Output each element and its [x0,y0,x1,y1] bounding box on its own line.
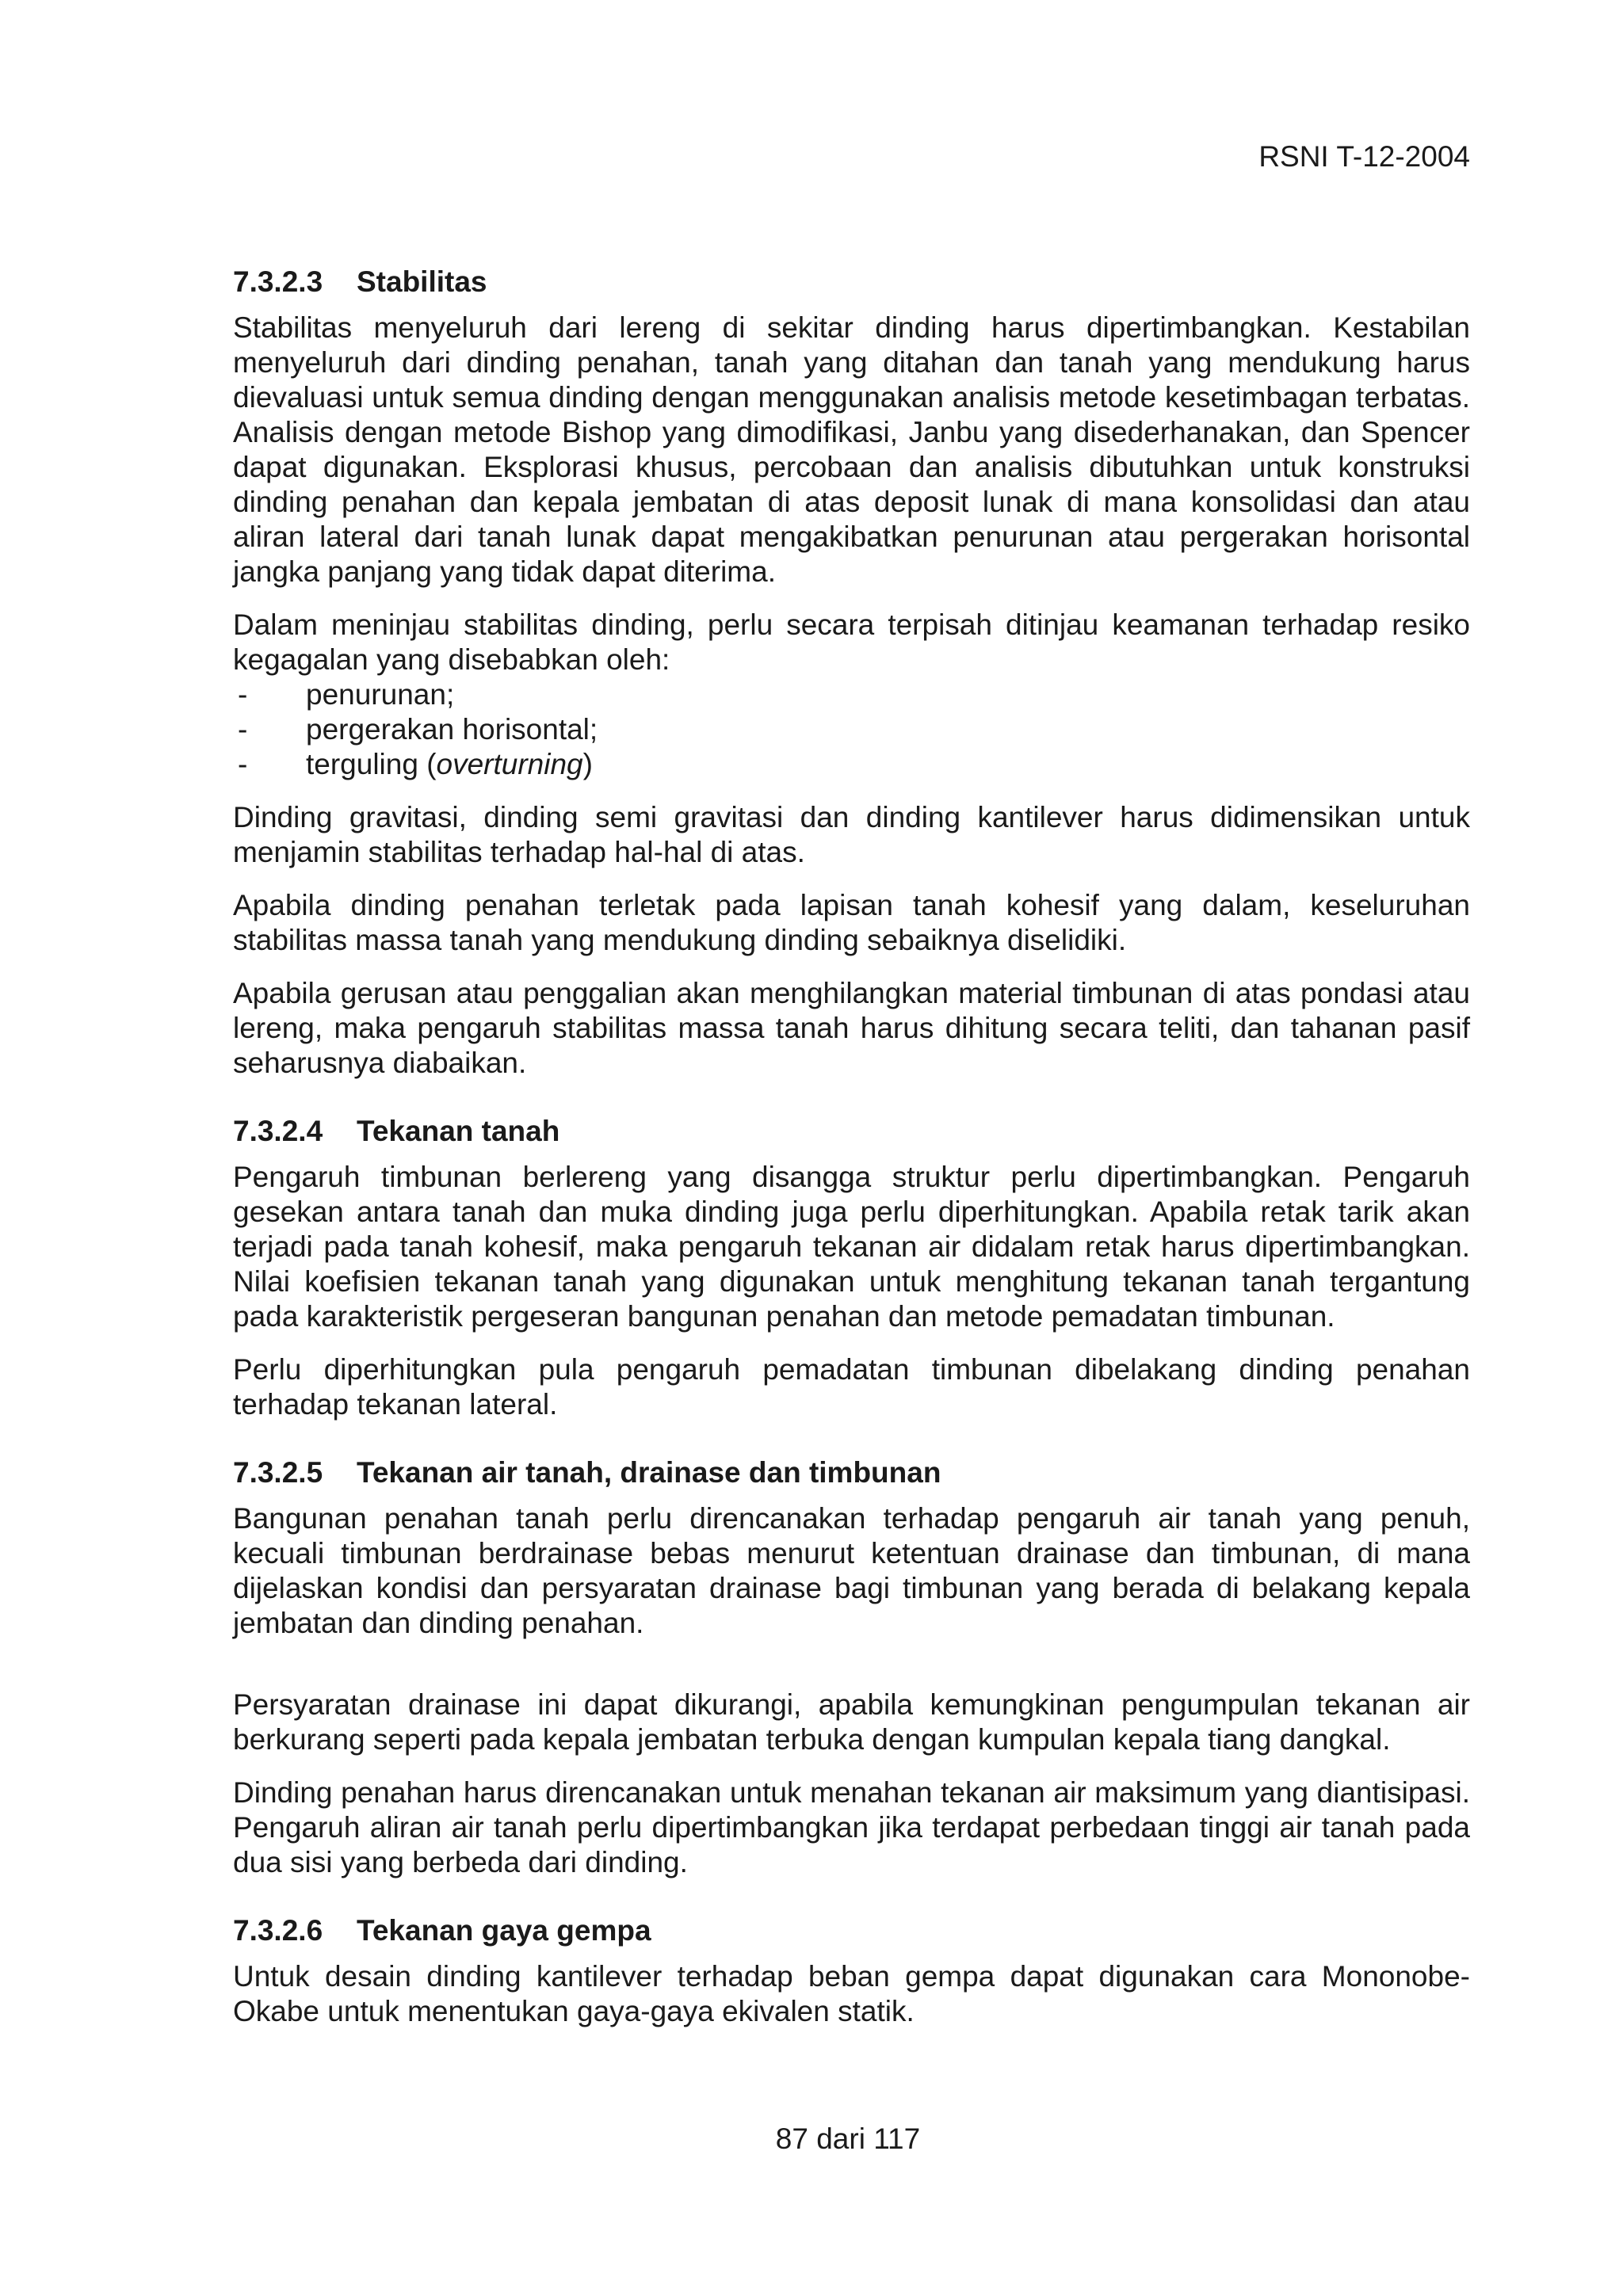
section-heading [233,1455,1470,1490]
section-title: Tekanan gaya gempa [357,1914,651,1947]
section-tekanan-air-tanah [233,1455,1470,1880]
section-number: 7.3.2.5 [233,1456,323,1489]
paragraph: Stabilitas menyeluruh dari lereng di sekitar dinding harus dipertimbangkan. Kestabilan menyeluruh dari dinding penahan, tanah yang ditahan dan tanah yang mendukung harus dievaluasi untuk semua dinding dengan menggunakan analisis metode kesetimbagan terbatas. Analisis dengan metode Bishop yang dimodifikasi, Janbu yang disederhanakan, dan Spencer dapat digunakan. Eksplorasi khusus, percobaan dan analisis dibutuhkan untuk konstruksi dinding penahan dan kepala jembatan di atas deposit lunak di mana konsolidasi dan atau aliran lateral dari tanah lunak dapat mengakibatkan penurunan atau pergerakan horisontal jangka panjang yang tidak dapat diterima. [233,311,1470,588]
list-item-text: pergerakan horisontal; [306,713,598,746]
paragraph: Untuk desain dinding kantilever terhadap beban gempa dapat digunakan cara Mononobe-Okabe untuk menentukan gaya-gaya ekivalen statik. [233,1960,1470,2027]
section-number: 7.3.2.4 [233,1115,323,1147]
paragraph: Apabila gerusan atau penggalian akan menghilangkan material timbunan di atas pondasi atau lereng, maka pengaruh stabilitas massa tanah harus dihitung secara teliti, dan tahanan pasif seharusnya diabaikan. [233,977,1470,1079]
list-item [233,712,1470,747]
section-title: Tekanan tanah [357,1115,560,1147]
paragraph: Persyaratan drainase ini dapat dikurangi, apabila kemungkinan pengumpulan tekanan air berkurang seperti pada kepala jembatan terbuka dengan kumpulan kepala tiang dangkal. [233,1688,1470,1756]
page-number: 87 dari 117 [775,2122,921,2155]
list-dash: - [238,678,248,711]
section-heading [233,265,1470,299]
page-content [233,265,1470,2062]
section-tekanan-gaya-gempa [233,1913,1470,2029]
list-item-text: penurunan; [306,678,455,711]
section-title: Tekanan air tanah, drainase dan timbunan [357,1456,941,1489]
paragraph-gap [233,1659,1470,1688]
paragraph: Perlu diperhitungkan pula pengaruh pemadatan timbunan dibelakang dinding penahan terhadap tekanan lateral. [233,1353,1470,1421]
paragraph: Dinding gravitasi, dinding semi gravitasi dan dinding kantilever harus didimensikan untuk menjamin stabilitas terhadap hal-hal di atas. [233,801,1470,868]
paragraph: Dinding penahan harus direncanakan untuk menahan tekanan air maksimum yang diantisipasi. Pengaruh aliran air tanah perlu dipertimbangkan jika terdapat perbedaan tinggi air tanah pada dua sisi yang berbeda dari dinding. [233,1776,1470,1878]
list-dash: - [238,713,248,746]
list-dash: - [238,748,248,780]
paragraph: Pengaruh timbunan berlereng yang disangga struktur perlu dipertimbangkan. Pengaruh gesekan antara tanah dan muka dinding juga perlu diperhitungkan. Apabila retak tarik akan terjadi pada tanah kohesif, maka pengaruh tekanan air didalam retak harus dipertimbangkan. Nilai koefisien tekanan tanah yang digunakan untuk menghitung tekanan tanah tergantung pada karakteristik pergeseran bangunan penahan dan metode pemadatan timbunan. [233,1161,1470,1333]
section-heading [233,1114,1470,1149]
list-item-text: terguling ( [306,748,437,780]
failure-list [233,677,1470,782]
document-code: RSNI T-12-2004 [1258,140,1470,173]
section-stabilitas [233,265,1470,1081]
paragraph: Apabila dinding penahan terletak pada lapisan tanah kohesif yang dalam, keseluruhan stabilitas massa tanah yang mendukung dinding sebaiknya diselidiki. [233,889,1470,956]
section-title: Stabilitas [357,265,487,298]
section-number: 7.3.2.6 [233,1914,323,1947]
list-item [233,677,1470,712]
section-tekanan-tanah [233,1114,1470,1422]
list-item [233,747,1470,782]
list-item-text: ) [582,748,593,780]
paragraph: Bangunan penahan tanah perlu direncanakan terhadap pengaruh air tanah yang penuh, kecuali timbunan berdrainase bebas menurut ketentuan drainase dan timbunan, di mana dijelaskan kondisi dan persyaratan drainase bagi timbunan yang berada di belakang kepala jembatan dan dinding penahan. [233,1502,1470,1639]
section-heading [233,1913,1470,1948]
section-number: 7.3.2.3 [233,265,323,298]
list-item-italic-term: overturning [436,748,583,780]
paragraph: Dalam meninjau stabilitas dinding, perlu secara terpisah ditinjau keamanan terhadap resiko kegagalan yang disebabkan oleh: [233,608,1470,676]
